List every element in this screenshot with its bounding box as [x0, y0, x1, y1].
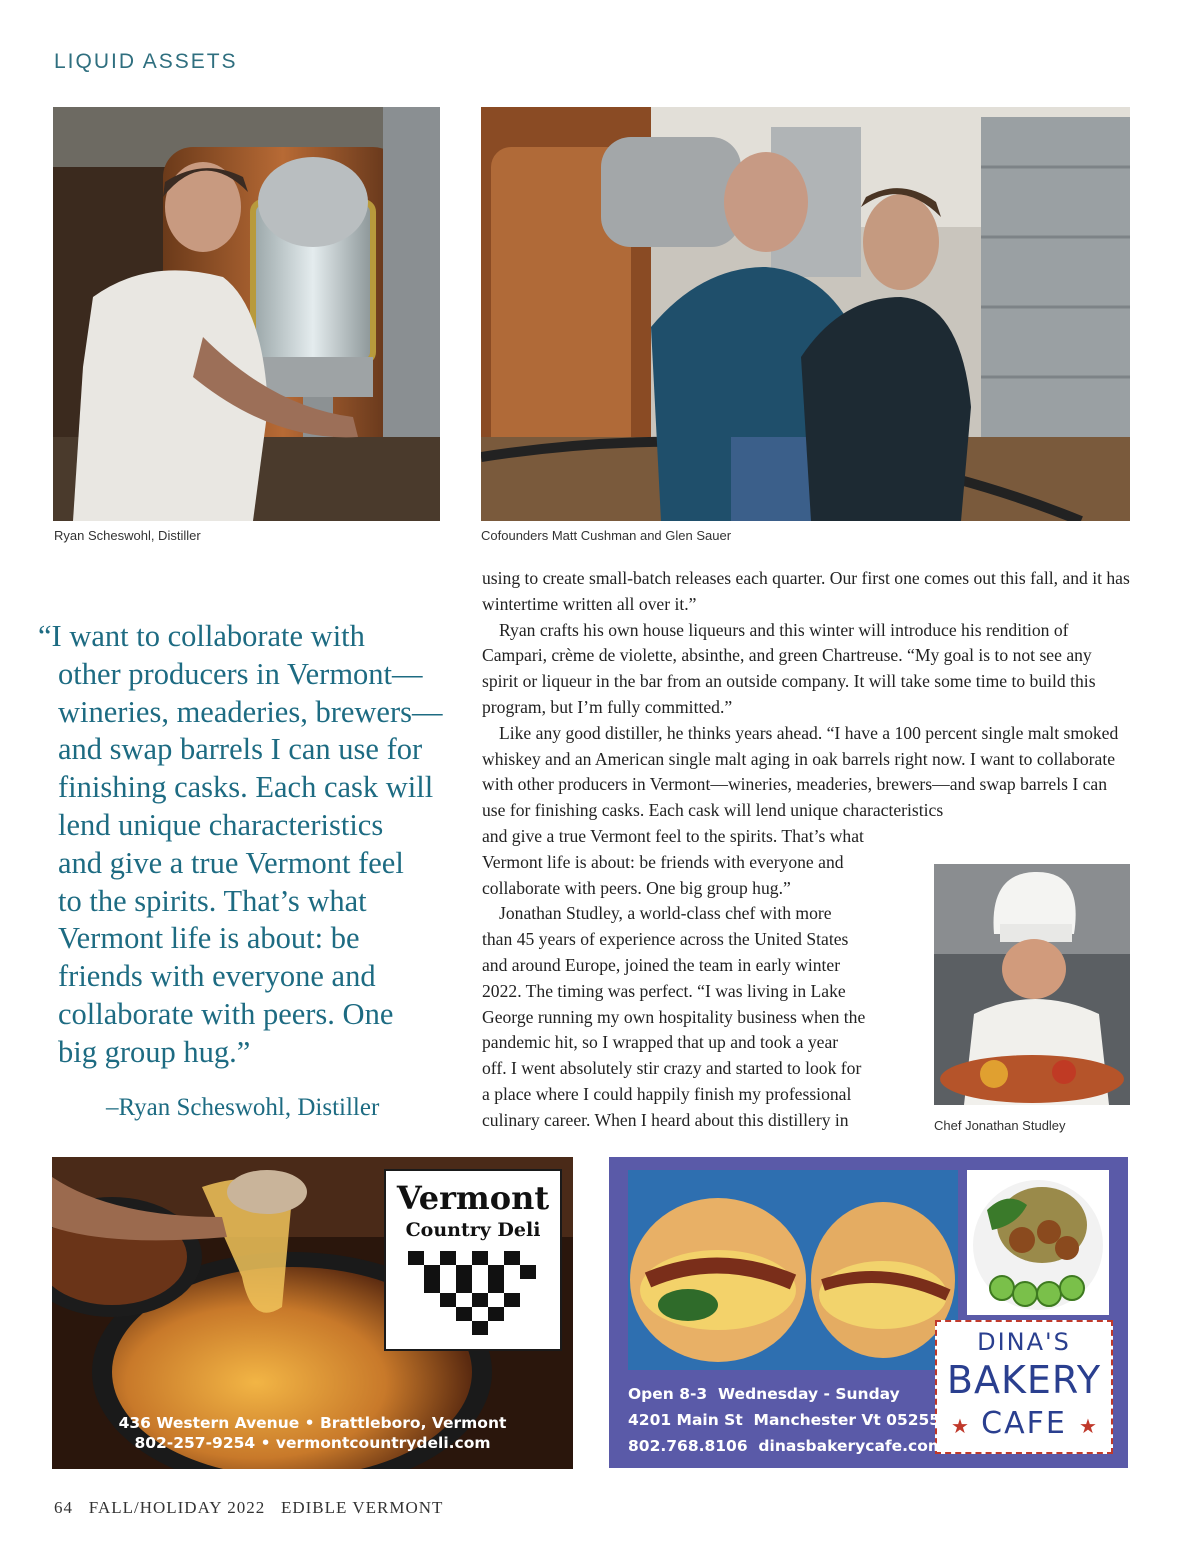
- article-line: Jonathan Studley, a world-class chef with more: [499, 903, 832, 924]
- pull-quote-line: other producers in Vermont—: [58, 656, 423, 691]
- dinas-logo-line1: DINA'S: [977, 1328, 1071, 1356]
- deli-contact[interactable]: 802-257-9254 • vermontcountrydeli.com: [134, 1434, 491, 1452]
- pull-quote-line: friends with everyone and: [58, 959, 376, 994]
- chef-photo-caption: Chef Jonathan Studley: [934, 1118, 1066, 1133]
- pull-quote-line: to the spirits. That’s what: [58, 883, 367, 918]
- pull-quote-line: Vermont life is about: be: [58, 921, 360, 956]
- cofounders-photo: [481, 107, 1130, 521]
- dinas-logo: [935, 1320, 1113, 1454]
- pull-quote-line: big group hug.”: [58, 1034, 251, 1069]
- article-line: off. I went absolutely stir crazy and started to look for: [482, 1058, 862, 1079]
- article-line: pandemic hit, so I wrapped that up and took a year: [482, 1032, 839, 1053]
- distiller-photo: [53, 107, 440, 521]
- pull-quote-line: “I want to collaborate with: [38, 619, 365, 653]
- pull-quote-line: wineries, meaderies, brewers—: [58, 694, 443, 729]
- article-line: and around Europe, joined the team in early winter: [482, 954, 841, 975]
- deli-address: 436 Western Avenue • Brattleboro, Vermont: [118, 1414, 507, 1432]
- pull-quote-line: finishing casks. Each cask will: [58, 770, 434, 805]
- article-paragraph: Ryan crafts his own house liqueurs and this winter will introduce his rendition of Campari, crème de violette, absinthe, and green Chartreuse. “My goal is to not see any spirit or liqueur in the bar from an outside company. It will take some time to build this program, but I’m fully committed.”: [482, 619, 1096, 717]
- ad-dinas-bakery-cafe[interactable]: [609, 1157, 1128, 1468]
- pull-quote-attribution: –Ryan Scheswohl, Distiller: [106, 1094, 380, 1121]
- article-line: and give a true Vermont feel to the spirits. That’s what: [482, 825, 864, 846]
- deli-checker-icon: [408, 1251, 538, 1335]
- ad-vermont-country-deli[interactable]: [52, 1157, 573, 1469]
- pull-quote-line: and give a true Vermont feel: [58, 845, 404, 880]
- pull-quote-line: and swap barrels I can use for: [58, 732, 423, 767]
- article-line: George running my own hospitality business when the: [482, 1006, 866, 1027]
- dinas-hours: Open 8-3 Wednesday - Sunday: [628, 1385, 900, 1403]
- star-icon: ★: [951, 1416, 969, 1438]
- article-line: a place where I could happily finish my professional: [482, 1083, 852, 1104]
- distiller-photo-caption: Ryan Scheswohl, Distiller: [54, 528, 201, 543]
- dinas-address: 4201 Main St Manchester Vt 05255: [628, 1411, 941, 1429]
- deli-brand-line2: Country Deli: [405, 1219, 541, 1241]
- cofounders-photo-caption: Cofounders Matt Cushman and Glen Sauer: [481, 528, 732, 543]
- pull-quote: [38, 618, 443, 1072]
- pull-quote-line: lend unique characteristics: [58, 807, 384, 842]
- star-icon: ★: [1079, 1416, 1097, 1438]
- article-line: than 45 years of experience across the United States: [482, 929, 849, 950]
- article-paragraph: using to create small-batch releases each quarter. Our first one comes out this fall, and it has wintertime written all over it.”: [482, 568, 1130, 614]
- pull-quote-line: collaborate with peers. One: [58, 996, 394, 1031]
- page-footer: 64 FALL/HOLIDAY 2022 EDIBLE VERMONT: [54, 1498, 444, 1517]
- article-line: collaborate with peers. One big group hug.”: [482, 877, 791, 898]
- dinas-logo-line3: CAFE: [981, 1406, 1067, 1441]
- dinas-food-photo: [628, 1170, 958, 1370]
- deli-logo: [384, 1169, 562, 1351]
- article-line: culinary career. When I heard about this distillery in: [482, 1109, 849, 1130]
- section-title: LIQUID ASSETS: [54, 50, 238, 73]
- article-line: 2022. The timing was perfect. “I was living in Lake: [482, 980, 846, 1001]
- deli-brand-line1: Vermont: [396, 1179, 550, 1217]
- dinas-contact[interactable]: 802.768.8106 dinasbakerycafe.com: [628, 1437, 945, 1455]
- chef-photo: [934, 864, 1130, 1105]
- article-paragraph: Like any good distiller, he thinks years ahead. “I have a 100 percent single malt smoked whiskey and an American single malt aging in oak barrels right now. I want to collaborate with other producers in Vermont—wineries, meaderies, brewers—and swap barrels I can use for finishing casks. Each cask will lend unique characteristics: [482, 722, 1119, 821]
- article-line: Vermont life is about: be friends with everyone and: [482, 851, 844, 872]
- dinas-logo-line2: BAKERY: [946, 1358, 1102, 1402]
- dinas-salad-photo: [967, 1170, 1109, 1315]
